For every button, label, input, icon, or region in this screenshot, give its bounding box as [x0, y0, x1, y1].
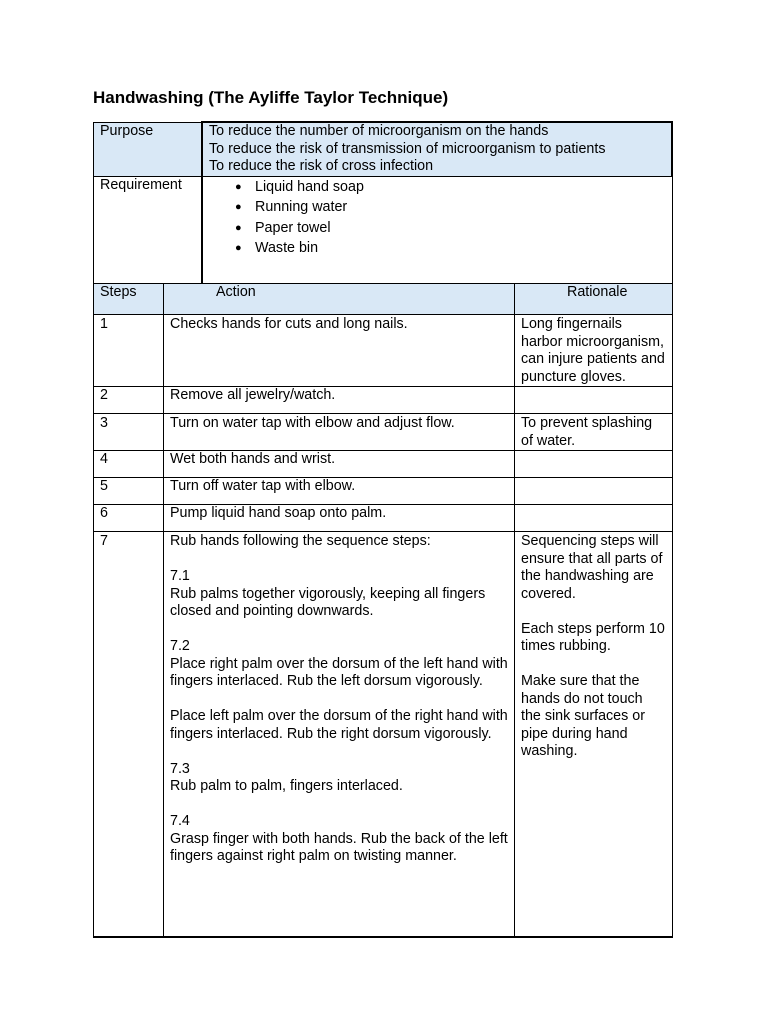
table-row — [94, 505, 673, 532]
step-rationale — [515, 387, 673, 414]
purpose-label: Purpose — [94, 122, 203, 177]
purpose-text — [202, 122, 672, 177]
step-number: 7 — [94, 532, 164, 937]
table-row — [94, 451, 673, 478]
substep-text: Rub palms together vigorously, keeping all fingers closed and pointing downwards. — [170, 585, 486, 619]
step-number: 4 — [94, 451, 164, 478]
purpose-line: To reduce the number of microorganism on the hands — [209, 123, 549, 139]
rationale-paragraph: Each steps perform 10 times rubbing. — [521, 620, 665, 654]
substep — [170, 761, 508, 796]
substep — [170, 638, 508, 691]
table-row — [94, 315, 673, 387]
step-number: 2 — [94, 387, 164, 414]
step-rationale — [515, 478, 673, 505]
substep-number: 7.3 — [170, 760, 190, 777]
requirement-list — [209, 177, 666, 258]
purpose-line: To reduce the risk of cross infection — [209, 158, 434, 174]
step7-intro: Rub hands following the sequence steps: — [170, 533, 431, 549]
step-number: 1 — [94, 315, 164, 387]
substep-number: 7.4 — [170, 813, 190, 829]
steps-header: Steps — [94, 284, 164, 315]
rationale-paragraph: Make sure that the hands do not touch the sink surfaces or pipe during hand washing. — [521, 673, 645, 759]
substep-text: Place left palm over the dorsum of the right hand with fingers interlaced. Rub the right dorsum vigorously. — [170, 708, 508, 742]
substep-text: Place right palm over the dorsum of the left hand with fingers interlaced. Rub the left dorsum vigorously. — [170, 655, 508, 689]
step-rationale: Long fingernails harbor microorganism, can injure patients and puncture gloves. — [515, 315, 673, 387]
substep-number: 7.2 — [170, 638, 190, 654]
table-row — [94, 414, 673, 451]
step-number: 5 — [94, 478, 164, 505]
step-action — [164, 532, 515, 937]
substep-number: 7.1 — [170, 568, 190, 584]
substep-text: Grasp finger with both hands. Rub the back of the left fingers against right palm on twisting manner. — [170, 830, 508, 864]
requirement-list-cell — [202, 177, 672, 286]
step-action: Wet both hands and wrist. — [164, 451, 515, 478]
step-number: 6 — [94, 505, 164, 532]
requirement-item: ● Waste bin — [235, 238, 666, 258]
step-action: Remove all jewelry/watch. — [164, 387, 515, 414]
table-row — [94, 532, 673, 937]
requirement-row — [94, 177, 673, 286]
substep-text: Rub palm to palm, fingers interlaced. — [170, 778, 403, 794]
substep — [170, 568, 508, 621]
step-action: Turn off water tap with elbow. — [164, 478, 515, 505]
step-rationale — [515, 451, 673, 478]
requirement-item: ● Liquid hand soap — [235, 177, 666, 197]
action-header: Action — [164, 284, 515, 315]
requirement-item: ● Running water — [235, 197, 666, 217]
purpose-row — [94, 122, 673, 177]
rationale-paragraph: Sequencing steps will ensure that all parts of the handwashing are covered. — [521, 533, 663, 602]
purpose-line: To reduce the risk of transmission of microorganism to patients — [209, 140, 606, 157]
table-row — [94, 387, 673, 414]
step-number: 3 — [94, 414, 164, 451]
table-row — [94, 478, 673, 505]
substep — [170, 813, 508, 866]
overview-table — [93, 121, 673, 286]
step-action: Turn on water tap with elbow and adjust flow. — [164, 414, 515, 451]
steps-table — [93, 283, 673, 938]
rationale-header: Rationale — [515, 284, 673, 315]
step-rationale — [515, 505, 673, 532]
steps-header-row — [94, 284, 673, 315]
step-rationale — [515, 532, 673, 937]
requirement-item: ● Paper towel — [235, 218, 666, 238]
requirement-label: Requirement — [94, 177, 203, 286]
step-action: Pump liquid hand soap onto palm. — [164, 505, 515, 532]
step-rationale: To prevent splashing of water. — [515, 414, 673, 451]
page-title: Handwashing (The Ayliffe Taylor Technique) — [93, 88, 449, 107]
step-action: Checks hands for cuts and long nails. — [164, 315, 515, 387]
substep — [170, 708, 508, 743]
